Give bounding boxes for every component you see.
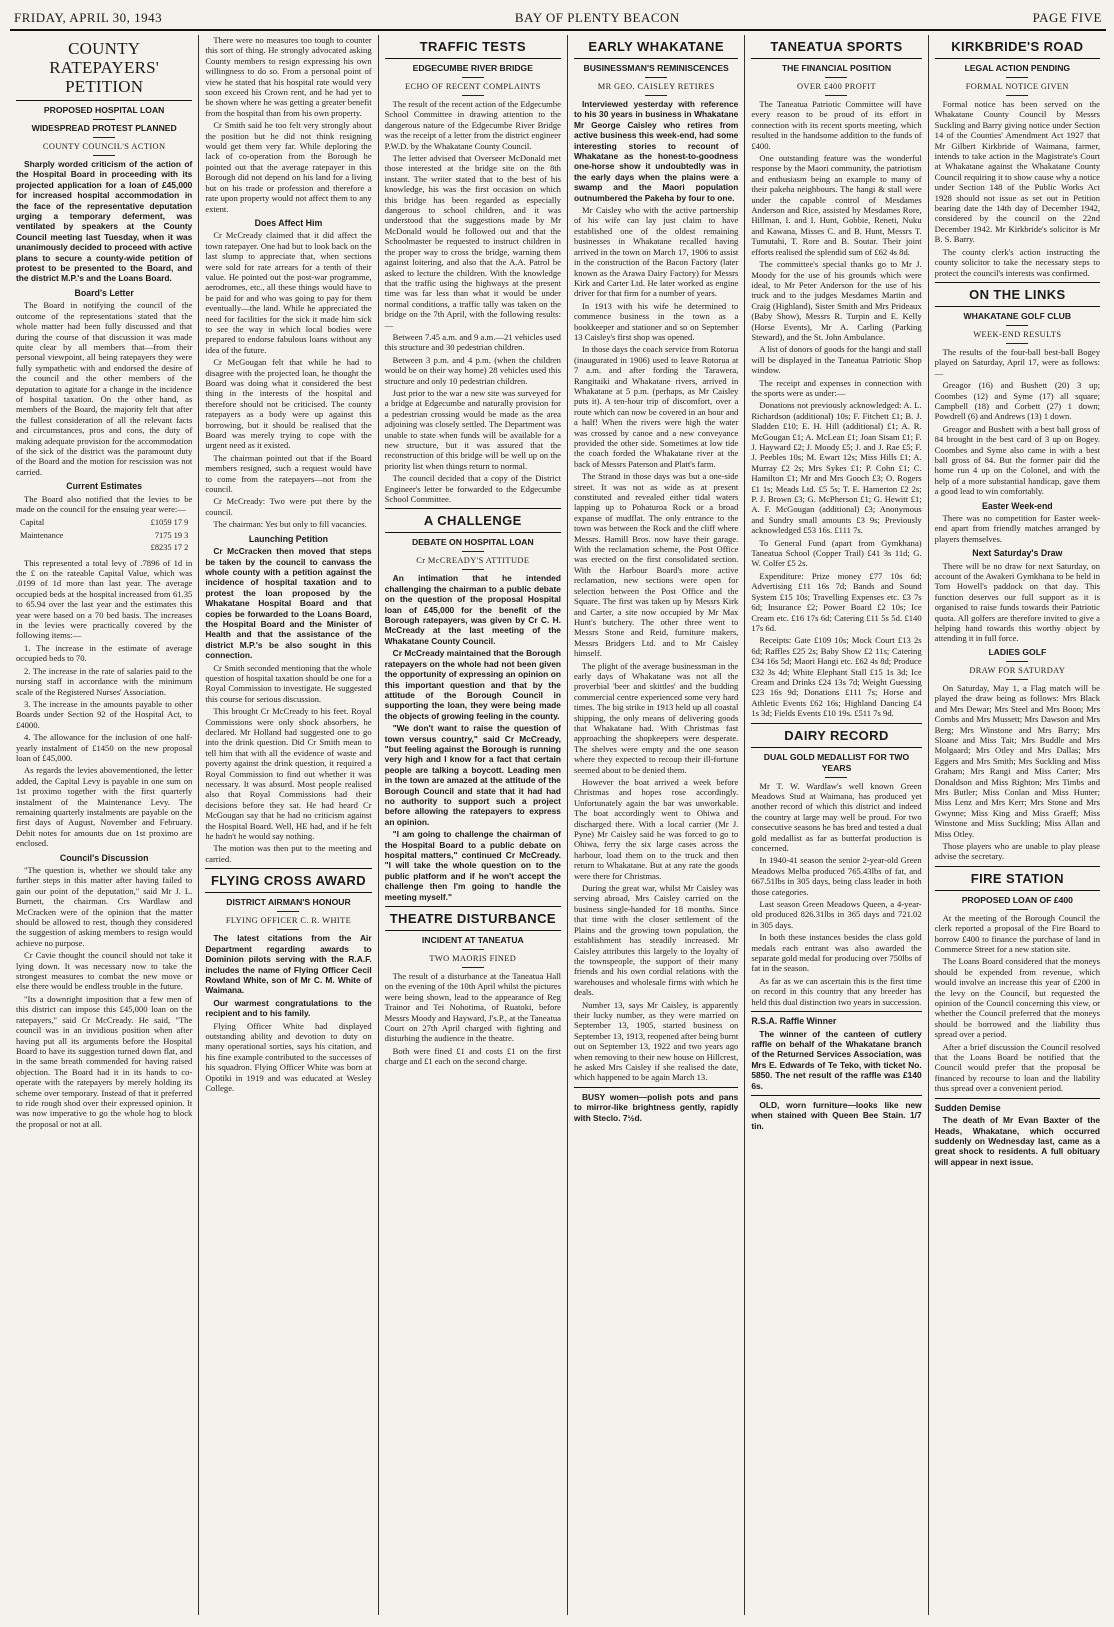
paragraph: Those players who are unable to play please advise the secretary. <box>934 840 1100 862</box>
subheading: WEEK-END RESULTS <box>973 329 1062 339</box>
paragraph: There were no measures too tough to counter this sort of thing. He strongly advocated asking County members to resign expressing his own willingness to do so. From a personal point of view he stated that his hospital rate would very soon exceed his Crown rent, and he had yet to be shown where he was getting a greater benefit from the hospital than from his own property. <box>205 35 372 118</box>
subheading: Cr McCREADY'S ATTITUDE <box>416 556 530 566</box>
paragraph: Cr McCracken then moved that steps be taken by the council to canvass the whole county with a petition against the incidence of hospital taxation and to protest the loan proposed by the Whakatane Hospital Board and that copies be forwarded to the Loans Board, the Hospital Board and the Minister of Health and that the assistance of the district M.P.'s be also sought in this connection. <box>205 546 372 661</box>
paragraph: The Strand in those days was but a one-side street. It was not as wide as at present constituted and revealed either tidal waters lapping up to Pohaturoa Rock or a broad expanse of mudflat. The only entrance to the town was between the Rock and the cliff where Messrs. Hamill Bros. now have their garage. With the reclamation scheme, the Post Office was erected on the first consolidated section. With the Harbour Board's more active reclamation, new sections were open for selection between the Post Office and the Square. The first was taken up by Messrs Kirk and Carter, a site now occupied by Mr Max Hunt's butchery. The other three went to Messrs Stone and Reid, furniture makers, Messrs Bridgers Ltd. and to Mr Caisley himself. <box>573 471 739 659</box>
paragraph: The plight of the average businessman in the early days of Whakatane was not all the proverbial 'beer and skittles' and the budding commercial centre experienced some very hard times. The big strike in 1913 held up all coastal shipping, the only means of delivering goods that Whakatane had. With Christmas fast approaching the shopkeepers were desperate. The shelves were empty and the one season where they expected to recoup their ill-fortune seemed about to be denied them. <box>573 660 739 775</box>
subheading: LEGAL ACTION PENDING <box>964 63 1071 73</box>
paragraph: As regards the levies abovementioned, the letter added, the Capital Levy is payable in one sum on 1st proximo together with the first quarterly instalment of the Maintenance Levy. The remaining quarterly instalments are payable on the first days of August, November and February. Debit notes for amounts due on 1st proximo are enclosed. <box>16 765 193 849</box>
paragraph: In 1940-41 season the senior 2-year-old Green Meadows Melba produced 765.43lbs of fat, and 667.51lbs in 305 days, being class leader in both those categories. <box>751 855 922 897</box>
paragraph: The motion was then put to the meeting and carried. <box>205 843 372 864</box>
column-1 <box>10 35 199 1615</box>
paragraph: Both were fined £1 and costs £1 on the first charge and £1 each on the second charge. <box>384 1045 561 1067</box>
paragraph: Donations not previously acknowledged: A. L. Richardson (additional) 10s; F. Fitchett £1; B. J. Sladden £10; E. H. Hill (additional) £1; A. R. McGougan £1; A. McLean £1; Joan Sisam £1; F. J. Hayward £2; J. Moody £5; J. and J. Rae £5; F. J. Peebles 10s; M. Ewart 12s; Miss Hills £1; A. Murray £2 2s; Mrs Sykes £1; P. Cohn £1; C. Hamilton £1; Mr and Mrs Gooch £3; O. Rogers £1 1s; Meads Ltd. £5 5s; T. E. Hamerton £2 2s; P. J. Brown £3; G. McPherson £1; G. Hewitt £1; A. F. McGougan (additional) £3; Anonymous and Sundry small amounts £3 9s; Previously acknowledged £53 16s. £111 7s. <box>751 400 922 536</box>
section-heading: Next Saturday's Draw <box>972 548 1063 559</box>
paragraph: Mr T. W. Wardlaw's well known Green Meadows Stud at Waimana, has produced yet another record of which this district and indeed the country at large may well be proud. For two consecutive seasons he has bred and tested a dual gold medallist as far as butterfat production is concerned. <box>751 780 922 853</box>
subheading: BUSINESSMAN'S REMINISCENCES <box>583 63 729 73</box>
lead-paragraph: An intimation that he intended challenging the chairman to a public debate on the question of the proposal Hospital loan of £45,000 for the benefit of the Borough ratepayers, was given by Cr C. H. McCready at the last meeting of the Whakatane County Council. <box>384 573 561 646</box>
paragraph: One outstanding feature was the wonderful response by the Maori community, the patriotism and enthusiasm being an example to many of their pakeha neighbours. The hangi & stall were under the capable control of Mesdames Anderson and Rice, assisted by Mesdames Rore, Hillman, I. and I. Hunt, Gobbie, Reneti, Nuku and Kawana, Misses C. and B. Hunt, Messrs T. Tumutahi, T. Rore and B. Soutar. Their joint efforts realised the splendid sum of £62 4s 8d. <box>751 153 922 257</box>
paragraph: During the great war, whilst Mr Caisley was serving abroad, Mrs Caisley carried on the business single-handed for 18 months. Since that time with the closer settlement of the Plains and the growing town population, the establishment has steadily increased. Mr Caisley attributes this largely to the loyalty of the townspeople, the support of their many friends and his own cordial relations with the warehouses and wholesale firms with which he deals. <box>573 883 739 998</box>
subheading: DRAW FOR SATURDAY <box>969 665 1066 675</box>
paragraph: Last season Green Meadows Queen, a 4-year-old produced 826.31lbs in 365 days and 721.02 in 305 days. <box>751 899 922 930</box>
subheading: COUNTY COUNCIL'S ACTION <box>42 142 166 151</box>
page-number: PAGE FIVE <box>1032 10 1102 25</box>
advertisement: OLD, worn furniture—looks like new when stained with Queen Bee Stain. 1/7 tin. <box>751 1099 922 1131</box>
lead-paragraph: "We don't want to raise the question of town versus country," said Cr McCready, "but feeling against the Borough is running very high and I know for a fact that certain people are talking a boycott. Leading men in the town are amazed at the attitude of the Borough Council and state that it had had no authority to support such a project before allowing the ratepayers to express an opinion. <box>384 723 561 827</box>
subheading: DUAL GOLD MEDALLIST FOR TWO YEARS <box>763 751 910 773</box>
paragraph: Cr McCready claimed that it did affect the town ratepayer. One had but to look back on the last slump to appreciate that, when sections were sold for rate arrears for a tenth of their value. He pointed out the post-war programme, aerodromes, etc., all these things would have to be paid for and who was going to pay for them eventually—the land. While he appreciated the need for facilities for the sick it made him sick to see the way in which local bodies were prepared to endorse fabulous loans without any idea of the future. <box>205 230 372 355</box>
subheading: FLYING OFFICER C. R. WHITE <box>225 916 352 926</box>
paragraph: Cr McGougan felt that while he had to disagree with the projected loan, he thought the Board was doing what it considered the best thing in the interests of the hospital and therefore should not be criticised. The county ratepayers as a body were up against this borrowing, but it should be realised that the Board was merely trying to cope with the urgent need as it existed. <box>205 357 372 451</box>
paragraph: Flying Officer White had displayed outstanding ability and devotion to duty on many operational sorties, says his citation, and his fine example contributed to the successes of his squadron. Flying Officer White was born at Opotiki in 1919 and was educated at Wesley College. <box>205 1020 372 1093</box>
paragraph: Greagor (16) and Bushett (20) 3 up; Coombes (12) and Syme (17) all square; Campbell (18) and Corbett (27) 1 down; Powdrell (6) and Andrews (13) 1 down. <box>934 380 1100 422</box>
paragraph: On Saturday, May 1, a Flag match will be played the draw being as follows: Mrs Black and Mrs Dewar; Mrs Steel and Mrs Boon; Mrs Combs and Mrs Mussett; Mrs Dawson and Mrs Berg; Mrs Winstone and Mrs Barry; Mrs Sloane and Miss Tait; Mrs Buddle and Mrs Molgaard; Mrs Otley and Mrs Dallas; Mrs Eggers and Mrs Smith; Mrs Suckling and Miss Graham; Mrs Rangi and Miss Carter; Mrs Donaldson and Miss Righton; Mrs Timbs and Mrs Butler; Miss Conlan and Miss Hunter; Miss Lenz and Mrs Kerr; Mrs Stone and Mrs Gwynne; Miss King and Miss Graeff; Miss Winstone and Miss Suckling; Miss Allan and Miss Otley. <box>934 682 1100 839</box>
paragraph: The results of the four-ball best-ball Bogey played on Saturday, April 17, were as follows:— <box>934 346 1100 378</box>
paper-name: BAY OF PLENTY BEACON <box>514 10 680 25</box>
paragraph: The chairman pointed out that if the Board members resigned, such a request would have to come from the ratepayers—not from the council. <box>205 452 372 495</box>
paragraph: The council decided that a copy of the District Engineer's letter be forwarded to the Edgecumbe School Committee. <box>384 473 561 505</box>
lead-paragraph: Our warmest congratulations to the recipient and to his family. <box>205 997 372 1019</box>
paragraph: The receipt and expenses in connection with the sports were as under:— <box>751 377 922 398</box>
paragraph: The winner of the canteen of cutlery raffle on behalf of the Whakatane branch of the Returned Services Association, was Mrs E. Edwards of Te Teko, with ticket No. 5850. The net result of the raffle was £140 6s. <box>751 1028 922 1091</box>
subheading: FORMAL NOTICE GIVEN <box>965 82 1069 91</box>
paragraph: To General Fund (apart from Gymkhana) Taneatua School (Copper Trail) £41 3s 11d; G. W. Colfer £5 2s. <box>751 537 922 569</box>
paragraph: Greagor and Bushett with a best ball gross of 84 brought in the best card of 3 up on Bogey. Coombes and Syme also came in with a best ball gross of 84. But the former pair did the home run 4 up on the Colonel, and with the help of a more substantial handicap, gave them a good lead to win comfortably. <box>934 423 1100 497</box>
lead-paragraph: Cr McCready maintained that the Borough ratepayers on the whole had not been given the opportunity of expressing an opinion on this important question and that by the attitude of the Borough Council in supporting the loan, they were being made the objects of growing feeling in the county. <box>384 648 561 721</box>
paragraph: "Its a downright imposition that a few men of this district can impose this £45,000 loan on the ratepayers," said Cr McCready. He said, "The council was in an invidious position when after having put all its arguments before the Hospital Board to have its suggestion turned down flat, and in the same breath commended for having raised objection. The Board had it in its hands to co-operate with the ratepayers by merely holding its scheme over temporary. Instead of that it preferred to ride rough shod over their expressed opinion. It was now imperative to go the whole hog to block the proposal or not at all. <box>16 993 193 1129</box>
column-3 <box>379 35 568 1615</box>
lead-paragraph: "I am going to challenge the chairman of the Hospital Board to a public debate on hospital matters," continued Cr McCready. "I will take the whole question on to the public platform and if he won't accept the challenge then I'm going to handle the meeting myself." <box>384 829 561 902</box>
paragraph: 4. The allowance for the inclusion of one half-yearly instalment of £1450 on the new proposal loan of £45,000. <box>16 732 193 763</box>
subheading: PROPOSED LOAN OF £400 <box>961 894 1073 905</box>
article-title: FLYING CROSS AWARD <box>210 873 366 889</box>
lead-paragraph: The latest citations from the Air Department regarding awards to Dominion pilots serving with the R.A.F. includes the name of Flying Officer Cecil Rowland White, son of Mr C. M. White of Waimana. <box>205 933 372 996</box>
subheading: OVER £400 PROFIT <box>796 82 876 91</box>
subheading: LADIES GOLF <box>988 646 1047 657</box>
subheading: INCIDENT AT TANEATUA <box>421 935 524 946</box>
paragraph: There was no competition for Easter week-end apart from friendly matches arranged by players themselves. <box>934 513 1100 544</box>
subheading: THE FINANCIAL POSITION <box>781 63 892 73</box>
article-title: EARLY WHAKATANE <box>588 39 724 54</box>
paragraph: 1. The increase in the estimate of average occupied beds to 70. <box>16 642 193 664</box>
column-4 <box>568 35 745 1615</box>
paragraph: Just prior to the war a new site was surveyed for a bridge at Edgecumbe and naturally provision for a pedestrian crossing would be made as the area adjoining was closely settled. The Department was unable to state when funds will be available for a new structure, but it was assured that the reconstruction of this bridge will be well up on the priority list when things return to normal. <box>384 387 561 471</box>
section-heading: Sudden Demise <box>934 1102 1001 1113</box>
paragraph: The result of a disturbance at the Taneatua Hall on the evening of the 10th April whilst the pictures were being shown, lead to the appearance of Reg Trainor and Tei Nohotima, of Ruatoki, before Messrs Moody and Hayward, J's.P., at the Taneatua Court on 27th April charged with fighting and disturbing the audience in the theatre. <box>384 971 561 1044</box>
article-title: TRAFFIC TESTS <box>419 39 526 54</box>
article-title: A CHALLENGE <box>423 513 522 529</box>
paragraph: There will be no draw for next Saturday, on account of the Awakeri Gymkhana to be held in Tom Howell's paddock on that day. This function deserves our full support as it is organised to raise funds towards their Patriotic quota. All golfers are therefore invited to give a helping hand towards this worthy object by attending it in full force. <box>934 560 1100 644</box>
paragraph: This represented a total levy of .7896 of 1d in the £ on the rateable Capital Value, which was .0199 of 1d more than last year. The average occupied beds at the hospital increased from 61.35 to 65.94 over the last year and the estimates this year were based on a 70 bed basis. The increases in the levies were practically covered by the following items:— <box>16 557 193 641</box>
table-row <box>18 518 190 528</box>
section-heading: Easter Week-end <box>981 500 1053 511</box>
paragraph: "The question is, whether we should take any further steps in this matter after having failed to gain our point of the deputation," said Mr J. L. Burnett, the chairman. Crs Wardlaw and McCracken were of the opinion that the matter should be allowed to rest, though they considered the suggestion of asking members to resign would achieve no purpose. <box>16 865 193 948</box>
article-title: COUNTY RATEPAYERS' PETITION <box>49 39 160 96</box>
paragraph: Cr Smith seconded mentioning that the whole question of hospital taxation should be one for a Royal Commission to investigate. He suggested this course for serious discussion. <box>205 662 372 704</box>
levy-table <box>16 516 192 555</box>
columns <box>10 35 1106 1615</box>
paragraph: The chairman: Yes but only to fill vacancies. <box>213 519 367 530</box>
paragraph: A list of donors of goods for the hangi and stall will be displayed in the Taneatua Patriotic Shop window. <box>751 344 922 376</box>
paragraph: Cr Cavie thought the council should not take it lying down. It was necessary now to take the strongest measures to combat the new move or else there would be endless trouble in the future. <box>16 950 193 992</box>
row-label: Capital <box>20 518 45 528</box>
row-value: 7175 19 3 <box>154 530 189 540</box>
paragraph: This brought Cr McCready to his feet. Royal Commissions were only shock absorbers, he declared. Mr Holland had suggested one to go into the drink question. Did Cr Smith mean to tell him that with all the evidence of waste and poverty against the drink question, it required a Royal Commission to find out whether it was necessary. It was absurd. Most people realised also that Royal Commissions had their decisions before they sat. He had heard Cr McGougan say that he had no criticism against the Hospital Board. Well, HE had, and if he felt he hadn't he would say nothing. <box>205 706 372 842</box>
paragraph: After a brief discussion the Council resolved that the Loans Board be notified that the Council would prefer that the proposal be financed by recourse to loan and the liability thus spread over a convenient period. <box>934 1041 1100 1094</box>
paragraph: In both these instances besides the class gold medals each entrant was also awarded the separate gold medal for producing over 750lbs of fat in the season. <box>751 932 922 974</box>
paragraph: The Taneatua Patriotic Committee will have every reason to be proud of its effort in connection with its recent sports meeting, which resulted in the handsome addition to the funds of £400. <box>751 99 922 151</box>
row-label: Maintenance <box>20 530 64 540</box>
subheading: PROPOSED HOSPITAL LOAN <box>43 105 165 115</box>
paragraph: Cr Smith said he too felt very strongly about the position but he did not think resigning would get them very far. While deploring the lack of co-operation from the Borough he pointed out that the average ratepayer in this Borough did not depend on his land for a living but on his trade or profession and therefore a rate upon property would not affect them to any extent. <box>205 120 372 214</box>
subheading: TWO MAORIS FINED <box>429 954 517 964</box>
advertisement: BUSY women—polish pots and pans to mirror-like brightness gently, rapidly with Steclo. 7½d. <box>573 1091 739 1123</box>
subheading: DEBATE ON HOSPITAL LOAN <box>411 537 534 548</box>
paragraph: 2. The increase in the rate of salaries paid to the nursing staff in accordance with the minimum scale of the Registered Nurses' Association. <box>16 665 193 697</box>
lead-paragraph: Interviewed yesterday with reference to his 30 years in business in Whakatane Mr George Caisley who retires from active business this week-end, had some interesting stories to recount of Whakatane as the honest-to-goodness one-horse show it undoubtedly was in the early days when the plains were a swamp and the Maori population outnumbered the Pakeha by four to one. <box>573 99 739 203</box>
subheading: DISTRICT AIRMAN'S HONOUR <box>226 897 351 908</box>
column-6 <box>929 35 1106 1615</box>
paragraph: The Board also notified that the levies to be made on the council for the ensuing year were:— <box>16 493 193 514</box>
subheading: WHAKATANE GOLF CLUB <box>963 310 1072 321</box>
paragraph: The result of the recent action of the Edgecumbe School Committee in drawing attention to the dangerous nature of the Edgecumbe River Bridge was the receipt of a letter from the district engineer P.W.D. by the Whakatane County Council. <box>384 99 561 151</box>
article-title: TANEATUA SPORTS <box>770 39 903 54</box>
section-heading: Does Affect Him <box>254 217 323 228</box>
article-title: ON THE LINKS <box>969 286 1066 302</box>
column-5 <box>745 35 928 1615</box>
article-title: THEATRE DISTURBANCE <box>389 911 556 927</box>
paragraph: Expenditure: Prize money £77 10s 6d; Advertising £11 16s 7d; Bands and Sound System £15 10s; Travelling Expenses etc. £3 7s 6d; Insurance £2; Power Board £2 10s; Ice Cream etc. £16 17s 6d; Catering £11 5s 5d. £140 17s 6d. <box>751 570 922 633</box>
subheading: WIDESPREAD PROTEST PLANNED <box>31 123 177 133</box>
issue-date: FRIDAY, APRIL 30, 1943 <box>14 10 163 25</box>
paragraph: In those days the coach service from Rotorua (inaugurated in 1906) used to leave Rotorua at 7 a.m. and after fording the Tarawera, Rangitaiki and Whakatane rivers, arrived in Whakatane at 5 p.m. (perhaps, as Mr Caisley puts it). A ten-hour trip of discomfort, over a route which can now be covered in an hour and a half! When the rivers were high the water was crossed by canoe and a new conveyance provided the other side. Sometimes at low tide the coach forded the Whakatane river at the back of Messrs Paterson and Platt's farm. <box>573 344 739 469</box>
column-2 <box>199 35 378 1615</box>
subheading: EDGECUMBE RIVER BRIDGE <box>412 63 533 73</box>
section-heading: Council's Discussion <box>59 852 149 863</box>
article-title: FIRE STATION <box>970 870 1064 886</box>
paragraph: In 1913 with his wife he determined to commence business in the town as a bookkeeper and stationer and so on September 13 Caisley's first shop was opened. <box>573 300 739 342</box>
article-title: DAIRY RECORD <box>784 727 889 743</box>
section-heading: R.S.A. Raffle Winner <box>751 1016 837 1027</box>
table-row <box>18 543 190 553</box>
paragraph: Mr Caisley who with the active partnership of his wife can lay just claim to have established one of the oldest remaining businesses in Whakatane recalled having arrived in the town on March 17, 1906 to assist in the construction of the Bacon Factory (later known as the Arawa Dairy Factory) for Messrs Kirk and Carter Ltd. He later worked as engine driver for that firm for a number of years. <box>573 205 739 299</box>
paragraph: The death of Mr Evan Baxter of the Heads, Whakatane, which occurred suddenly on Wednesday last, came as a great shock to residents. A full obituary will appear in next issue. <box>934 1115 1100 1167</box>
paragraph: The letter advised that Overseer McDonald met those interested at the bridge site on the 8th instant. The writer stated that to the best of his knowledge, his was the first occasion on which this bridge has been regarded as especially dangerous to school children, and it was understood that the suggestions made by Mr McDonald would be followed out and that the Schoolmaster be requested to instruct children in the proper way to cross the bridge, warning them against loitering, and also that the A.A. Patrol be asked to lecture the children. With the knowledge that the traffic using the highways at the present time was far less than what it would be under normal conditions, a traffic tally was taken on the bridge on the 7th April, with the following results:— <box>384 153 561 330</box>
table-row <box>18 531 190 541</box>
section-heading: Current Estimates <box>66 481 143 492</box>
section-heading: Launching Petition <box>248 533 329 544</box>
paragraph: Formal notice has been served on the Whakatane County Council by Messrs Suckling and Barry giving notice under Section 14 of the Counties' Amendment Act 1927 that Mr Gilbert Kirkbride of Waimana, farmer, intends to take action in the Magistrate's Court at Whakatane against the Whakatane County Council requiring it to show cause why a notice under Section 148 of the Public Works Act 1928 should not issue as set out in Petition bearing date the 14th day of December 1942, considered by the council on the 22nd December 1942. Mr Kirkbride's solicitor is Mr B. S. Barry. <box>934 99 1100 245</box>
paragraph: The Board in notifying the council of the outcome of the representations stated that the whole matter had been fully discussed and that during the course of that discussion it was made quite clear by all members that—from their personal viewpoint, all being ratepayers they were fully sympathetic with and endorsed the desire of the council and the other members of the deputation to agitate for a change in the incidence of hospital taxation. On the other hand, as members of the Board, the majority felt that after the fullest consideration of all the relevant facts and circumstances, pros and cons, the duty of making adequate provision for the accommodation of the sick of the district was the paramount duty of the Board and the motion for rescission was not carried. <box>16 300 193 477</box>
lead-paragraph: Sharply worded criticism of the action of the Hospital Board in proceeding with its projected application for a loan of £45,000 for increased hospital accommodation in the face of the representative deputation urging a temporary deferment, was ventilated by speakers at the County Council meeting last Tuesday, when it was unanimously decided to proceed with active plans to secure a county-wide petition of protest to be presented to the Board, and the district M.P.'s and the Loans Board. <box>16 159 193 284</box>
paragraph: 3. The increase in the amounts payable to other Boards under Section 92 of the Hospital Act, to £4000. <box>16 698 193 730</box>
paragraph: At the meeting of the Borough Council the clerk reported a proposal of the Fire Board to borrow £400 to finance the purchase of land in Commerce Street for a new station site. <box>934 912 1100 954</box>
paragraph: Cr McCready: Two were put there by the council. <box>205 496 372 517</box>
section-heading: Board's Letter <box>74 287 134 298</box>
paragraph: The county clerk's action instructing the county solicitor to take the necessary steps to protect the council's interests was confirmed. <box>934 246 1100 278</box>
subheading: ECHO OF RECENT COMPLAINTS <box>404 82 541 91</box>
paragraph: Receipts: Gate £109 10s; Mock Court £13 2s 6d; Raffles £25 2s; Baby Show £2 11s; Catering £34 16s 5d; Maori Hangi etc. £62 4s 8d; Produce £32 3s 4d; White Elephant Stall £15 1s 3d; Ice Cream and Drinks £24 13s 7d; Weight Guessing £23 16s 9d; Donations £111 7s; Horse and Athletic Events £62 16s; Highland Dancing £4 1s 3d; Fields Events £10 19s. £511 7s 9d. <box>751 635 922 719</box>
row-value: £1059 17 9 <box>150 518 189 528</box>
paragraph: The Loans Board considered that the moneys should be expended from revenue, which would involve an increase this year of £200 in the levy on the Council, but requested the opinion of the Council concerning this view, or whether the Council preferred that the moneys should be borrowed and the liability thus spread over a period. <box>934 956 1100 1040</box>
paragraph: Between 7.45 a.m. and 9 a.m.—21 vehicles used this structure and 30 pedestrian children. <box>384 331 561 353</box>
masthead <box>10 6 1106 31</box>
article-title: KIRKBRIDE'S ROAD <box>951 39 1084 54</box>
row-value: £8235 17 2 <box>150 543 189 553</box>
paragraph: However the boat arrived a week before Christmas and hopes rose accordingly. Unfortunately again the bar was unworkable. The boat accordingly went to Ohiwa and discharged there. With a local carrier (Mr J. Pyne) Mr Caisley said he was forced to go to Ohiwa, ferry the six large cases across the harbour, load them on to the truck and then return to Whakatane. But at any rate the goods were there for Christmas. <box>573 777 739 881</box>
paragraph: The committee's special thanks go to Mr J. Moody for the use of his grounds which were ideal, to Mr Peter Anderson for the use of his truck and to the judges Mesdames Martin and Craig (Highland), Sister Smith and Mrs Prideaux (Baby Show), Messrs R. Turpin and E. Kelly (Horse Events), Mr A. Carling (Parking Steward), and the St. John Ambulance. <box>751 259 922 342</box>
paragraph: Between 3 p.m. and 4 p.m. (when the children would be on their way home) 28 vehicles used this structure and only 10 pedestrian children. <box>384 354 561 386</box>
paragraph: Number 13, says Mr Caisley, is apparently their lucky number, as they were married on September 13, 1905, started business on September 13, 1913, reopened after being burnt out on September 13, 1922 and two years ago when removing to their new house on Hillcrest, he asked Mrs Caisley if she realised the date, which happened to be again March 13. <box>573 999 739 1083</box>
row-label <box>18 543 108 553</box>
subheading: MR GEO. CAISLEY RETIRES <box>597 82 715 91</box>
paragraph: As far as we can ascertain this is the first time on record in this country that any breeder has held this dual distinction two years in succession. <box>751 975 922 1007</box>
